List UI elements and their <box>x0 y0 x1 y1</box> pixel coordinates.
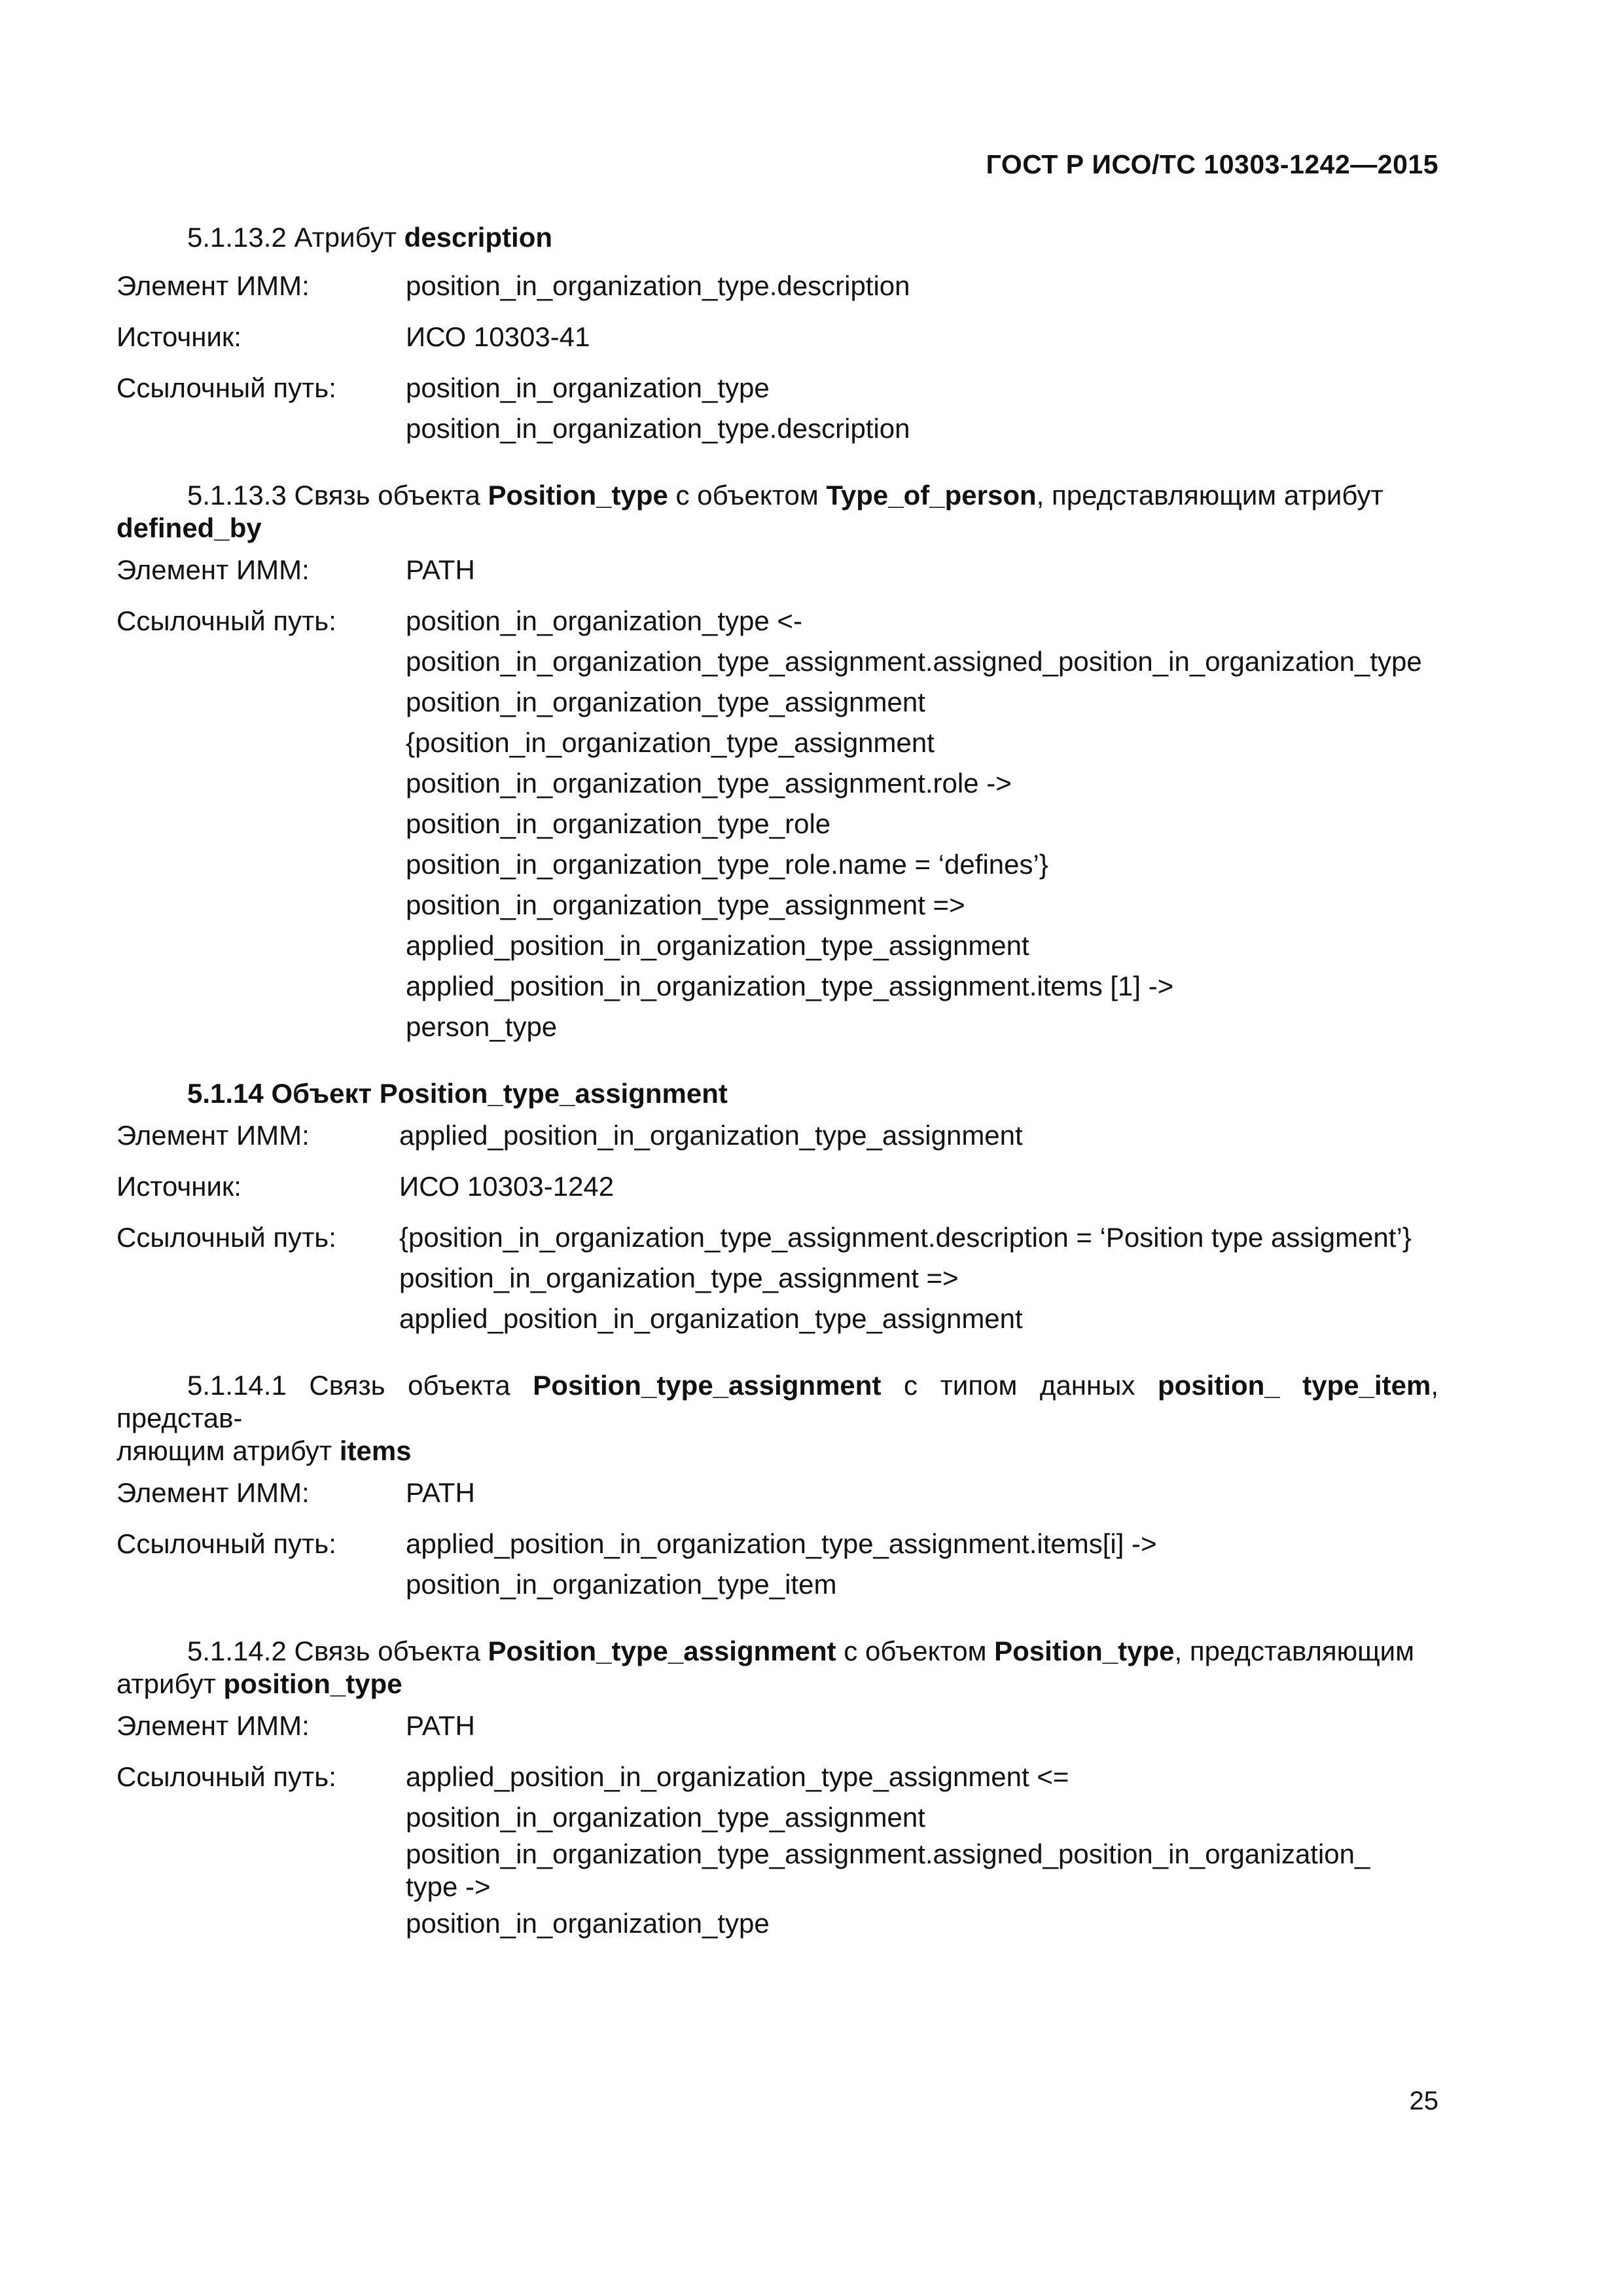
source-value: ИСО 10303-41 <box>406 321 590 352</box>
path-line: position_in_organization_type_assignment => <box>406 889 965 920</box>
element-value: PATH <box>406 1477 475 1508</box>
path-line: type -> <box>406 1871 491 1902</box>
element-label: Элемент ИММ: <box>116 1710 310 1741</box>
path-line: position_in_organization_type_assignment <box>406 1802 925 1833</box>
path-row <box>116 1217 1438 1339</box>
page-number: 25 <box>1409 2087 1438 2115</box>
path-line: position_in_organization_type_role.name = ‘defines’} <box>406 849 1048 880</box>
path-value <box>406 601 1438 1047</box>
path-line: applied_position_in_organization_type_assignment <box>399 1303 1023 1334</box>
path-line: position_in_organization_type_assignment.assigned_position_in_organization_ <box>406 1839 1370 1869</box>
section-heading-5-1-14-2: 5.1.14.2 Связь объекта Position_type_assignment с объектом Position_type, представляющим атрибут position_type <box>116 1636 1415 1699</box>
source-row <box>116 1166 1438 1207</box>
path-line: person_type <box>406 1011 558 1042</box>
path-label: Ссылочный путь: <box>116 372 336 403</box>
path-row <box>116 601 1438 1047</box>
element-row <box>116 550 1438 590</box>
path-line: position_in_organization_type <box>406 1908 770 1939</box>
path-line: position_in_organization_type.description <box>406 413 910 444</box>
section-heading-5-1-14-1: 5.1.14.1 Связь объекта Position_type_assignment с типом данных position_ type_item, представ- ляющим атрибут items <box>116 1370 1438 1466</box>
document-code: ГОСТ Р ИСО/ТС 10303-1242—2015 <box>986 149 1438 179</box>
path-line: {position_in_organization_type_assignment.description = ‘Position type assigment’} <box>399 1222 1412 1253</box>
element-label: Элемент ИММ: <box>116 1477 310 1508</box>
element-value: position_in_organization_type.description <box>406 270 910 301</box>
path-row <box>116 1524 1438 1605</box>
element-row <box>116 1473 1438 1513</box>
path-line: position_in_organization_type <box>406 372 770 403</box>
path-label: Ссылочный путь: <box>116 1528 336 1559</box>
path-row <box>116 1757 1438 1944</box>
path-line: position_in_organization_type_assignment <box>406 687 925 717</box>
path-line: position_in_organization_type_assignment => <box>399 1263 959 1293</box>
path-value <box>406 1524 1438 1605</box>
element-value: PATH <box>406 554 475 585</box>
path-value <box>399 1217 1438 1339</box>
source-value: ИСО 10303-1242 <box>399 1171 615 1202</box>
element-row <box>116 1706 1438 1746</box>
path-line: position_in_organization_type <- <box>406 605 802 636</box>
section-heading-5-1-13-2: 5.1.13.2 Атрибут description <box>187 222 553 253</box>
path-label: Ссылочный путь: <box>116 1222 336 1253</box>
path-line: position_in_organization_type_assignment.role -> <box>406 768 1012 798</box>
source-label: Источник: <box>116 1171 241 1202</box>
element-row <box>116 1115 1438 1156</box>
source-label: Источник: <box>116 321 241 352</box>
path-line: {position_in_organization_type_assignment <box>406 727 935 758</box>
element-label: Элемент ИММ: <box>116 554 310 585</box>
element-label: Элемент ИММ: <box>116 270 310 301</box>
path-line: applied_position_in_organization_type_assignment.items[i] -> <box>406 1528 1157 1559</box>
path-value <box>406 1757 1438 1944</box>
path-row <box>116 368 1438 449</box>
path-label: Ссылочный путь: <box>116 605 336 636</box>
document-body <box>116 221 1438 1944</box>
path-label: Ссылочный путь: <box>116 1761 336 1792</box>
element-label: Элемент ИММ: <box>116 1120 310 1151</box>
path-line: position_in_organization_type_role <box>406 808 831 839</box>
source-row <box>116 317 1438 357</box>
element-row <box>116 266 1438 306</box>
section-heading-5-1-13-3: 5.1.13.3 Связь объекта Position_type с объектом Type_of_person, представляющим атрибут defined_by <box>116 480 1383 543</box>
path-line: position_in_organization_type_assignment.assigned_position_in_organization_type <box>406 646 1422 677</box>
path-line: applied_position_in_organization_type_assignment.items [1] -> <box>406 971 1174 1001</box>
path-line: position_in_organization_type_item <box>406 1569 837 1600</box>
path-line: applied_position_in_organization_type_assignment <box>406 930 1029 961</box>
path-value <box>406 368 1438 449</box>
element-value: applied_position_in_organization_type_assignment <box>399 1120 1023 1151</box>
element-value: PATH <box>406 1710 475 1741</box>
path-line: applied_position_in_organization_type_assignment <= <box>406 1761 1069 1792</box>
section-heading-5-1-14: 5.1.14 Объект Position_type_assignment <box>187 1078 728 1109</box>
